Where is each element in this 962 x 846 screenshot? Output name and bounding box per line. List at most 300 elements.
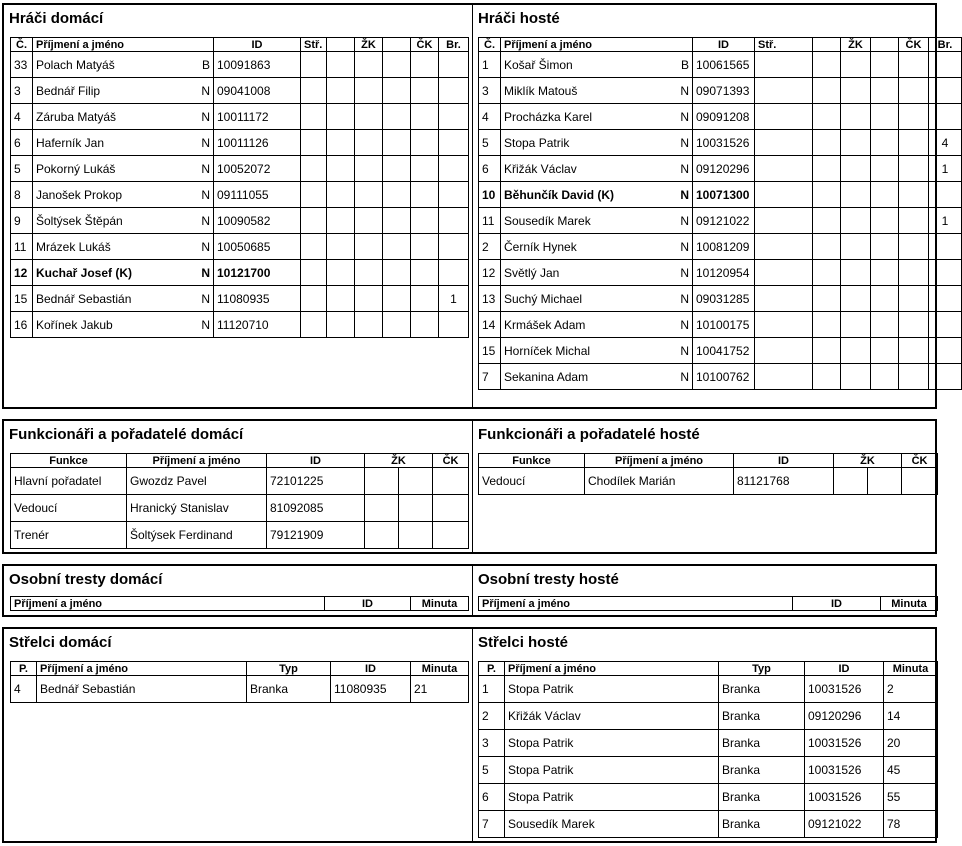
empty-cell <box>899 104 929 130</box>
player-name-cell <box>33 78 214 104</box>
empty-cell <box>899 260 929 286</box>
table-row <box>479 260 962 286</box>
players-home-body <box>11 52 469 338</box>
scorer-order: 7 <box>479 811 505 838</box>
empty-cell <box>755 208 813 234</box>
column-header: Minuta <box>411 597 469 611</box>
column-header: Příjmení a jméno <box>33 38 214 52</box>
empty-cell <box>841 52 871 78</box>
scorer-name: Sousedík Marek <box>505 811 719 838</box>
empty-cell <box>383 78 411 104</box>
players-away-title: Hráči hosté <box>478 10 560 27</box>
player-name-wrap <box>36 136 210 150</box>
empty-cell <box>301 104 327 130</box>
empty-cell <box>841 130 871 156</box>
player-id: 09121022 <box>693 208 755 234</box>
scorers-home-table <box>10 661 469 703</box>
player-name: Sekanina Adam <box>504 369 589 384</box>
empty-cell <box>399 495 433 522</box>
player-name-wrap <box>36 266 210 280</box>
empty-cell <box>841 156 871 182</box>
player-name-cell <box>501 130 693 156</box>
player-name-cell <box>501 260 693 286</box>
empty-cell <box>841 234 871 260</box>
player-id: 10100175 <box>693 312 755 338</box>
scorer-type: Branka <box>719 784 805 811</box>
player-name-wrap <box>36 110 210 124</box>
player-goals <box>929 286 962 312</box>
player-id: 10052072 <box>214 156 301 182</box>
player-number: 14 <box>479 312 501 338</box>
table-row <box>479 234 962 260</box>
empty-cell <box>383 312 411 338</box>
empty-cell <box>813 234 841 260</box>
empty-cell <box>355 104 383 130</box>
empty-cell <box>411 312 439 338</box>
empty-cell <box>813 182 841 208</box>
scorer-minute: 78 <box>884 811 938 838</box>
scorer-id: 10031526 <box>805 676 884 703</box>
scorer-name: Stopa Patrik <box>505 676 719 703</box>
empty-cell <box>755 338 813 364</box>
players-away-header <box>479 38 962 52</box>
player-role: N <box>201 109 210 124</box>
scorers-away-body <box>479 676 938 838</box>
scorer-minute: 14 <box>884 703 938 730</box>
penalties-home-title: Osobní tresty domácí <box>9 571 163 588</box>
player-role: N <box>680 369 689 384</box>
player-name-wrap <box>36 214 210 228</box>
player-name: Kořínek Jakub <box>36 317 113 332</box>
player-name-wrap <box>36 84 210 98</box>
empty-cell <box>383 260 411 286</box>
player-goals <box>439 52 469 78</box>
penalties-away-panel <box>472 566 935 615</box>
empty-cell <box>399 522 433 549</box>
empty-cell <box>355 208 383 234</box>
table-row <box>479 468 938 495</box>
player-name-wrap <box>504 370 689 384</box>
empty-cell <box>301 52 327 78</box>
empty-cell <box>301 78 327 104</box>
table-row <box>11 130 469 156</box>
column-header: Minuta <box>881 597 938 611</box>
table-row <box>479 130 962 156</box>
empty-cell <box>301 234 327 260</box>
player-role: B <box>201 57 210 72</box>
empty-cell <box>327 104 355 130</box>
empty-cell <box>411 182 439 208</box>
column-header: Minuta <box>884 662 938 676</box>
scorer-type: Branka <box>719 676 805 703</box>
empty-cell <box>813 52 841 78</box>
player-name-wrap <box>36 162 210 176</box>
scorers-away-table <box>478 661 938 838</box>
player-number: 8 <box>11 182 33 208</box>
empty-cell <box>899 182 929 208</box>
player-goals: 1 <box>929 208 962 234</box>
player-role: N <box>680 291 689 306</box>
column-header: P. <box>11 662 37 676</box>
table-row <box>479 364 962 390</box>
official-name: Hranický Stanislav <box>127 495 267 522</box>
table-row <box>479 312 962 338</box>
player-name-cell <box>33 260 214 286</box>
player-id: 10050685 <box>214 234 301 260</box>
officials-home-title: Funkcionáři a pořadatelé domácí <box>9 426 244 443</box>
scorer-type: Branka <box>247 676 331 703</box>
column-header: Funkce <box>479 454 585 468</box>
empty-cell <box>871 260 899 286</box>
empty-cell <box>813 130 841 156</box>
table-row <box>11 676 469 703</box>
official-id: 81121768 <box>734 468 834 495</box>
player-role: N <box>201 265 210 280</box>
empty-cell <box>899 208 929 234</box>
column-header: Č. <box>11 38 33 52</box>
official-function: Vedoucí <box>11 495 127 522</box>
player-role: N <box>680 187 689 202</box>
official-function: Vedoucí <box>479 468 585 495</box>
player-role: N <box>201 83 210 98</box>
table-row <box>479 784 938 811</box>
table-row <box>11 52 469 78</box>
officials-away-table <box>478 453 938 495</box>
player-name-cell <box>501 104 693 130</box>
empty-cell <box>841 78 871 104</box>
player-role: B <box>680 57 689 72</box>
empty-cell <box>301 182 327 208</box>
player-name: Stopa Patrik <box>504 135 570 150</box>
empty-cell <box>411 130 439 156</box>
player-id: 10120954 <box>693 260 755 286</box>
player-name-wrap <box>504 110 689 124</box>
player-id: 10041752 <box>693 338 755 364</box>
player-role: N <box>201 291 210 306</box>
player-number: 4 <box>479 104 501 130</box>
penalties-home-panel <box>4 566 472 615</box>
scorer-id: 09120296 <box>805 703 884 730</box>
empty-cell <box>411 208 439 234</box>
column-header: ID <box>805 662 884 676</box>
column-header: Br. <box>439 38 469 52</box>
scorers-away-header <box>479 662 938 676</box>
player-name-wrap <box>36 240 210 254</box>
table-row <box>479 156 962 182</box>
empty-cell <box>813 286 841 312</box>
empty-cell <box>755 156 813 182</box>
empty-cell <box>355 234 383 260</box>
table-row <box>11 312 469 338</box>
empty-cell <box>899 78 929 104</box>
empty-cell <box>383 130 411 156</box>
player-name: Suchý Michael <box>504 291 583 306</box>
table-row <box>11 522 469 549</box>
scorer-id: 11080935 <box>331 676 411 703</box>
officials-home-header <box>11 454 469 468</box>
table-row <box>11 286 469 312</box>
player-number: 5 <box>11 156 33 182</box>
table-row <box>479 703 938 730</box>
player-id: 10061565 <box>693 52 755 78</box>
empty-cell <box>841 104 871 130</box>
player-role: N <box>680 135 689 150</box>
table-row <box>11 468 469 495</box>
player-role: N <box>201 187 210 202</box>
scorer-name: Stopa Patrik <box>505 730 719 757</box>
table-row <box>479 676 938 703</box>
officials-home-body <box>11 468 469 549</box>
empty-cell <box>813 338 841 364</box>
officials-section <box>2 419 937 554</box>
player-name-wrap <box>504 136 689 150</box>
empty-cell <box>841 312 871 338</box>
players-home-title: Hráči domácí <box>9 10 104 27</box>
table-row <box>11 182 469 208</box>
player-name-cell <box>501 234 693 260</box>
empty-cell <box>813 312 841 338</box>
empty-cell <box>327 286 355 312</box>
player-role: N <box>680 343 689 358</box>
empty-cell <box>383 104 411 130</box>
player-number: 3 <box>11 78 33 104</box>
player-goals <box>439 78 469 104</box>
empty-cell <box>327 130 355 156</box>
scorer-order: 3 <box>479 730 505 757</box>
column-header: ŽK <box>834 454 902 468</box>
officials-away-body <box>479 468 938 495</box>
empty-cell <box>301 286 327 312</box>
officials-away-header <box>479 454 938 468</box>
scorer-minute: 2 <box>884 676 938 703</box>
official-function: Trenér <box>11 522 127 549</box>
player-goals <box>439 312 469 338</box>
empty-cell <box>411 52 439 78</box>
table-row <box>479 811 938 838</box>
empty-cell <box>411 234 439 260</box>
player-goals <box>439 156 469 182</box>
player-number: 33 <box>11 52 33 78</box>
players-home-header <box>11 38 469 52</box>
player-goals <box>439 208 469 234</box>
empty-cell <box>383 182 411 208</box>
scorer-minute: 21 <box>411 676 469 703</box>
empty-cell <box>327 312 355 338</box>
player-name: Pokorný Lukáš <box>36 161 116 176</box>
scorers-home-header <box>11 662 469 676</box>
empty-cell <box>871 78 899 104</box>
empty-cell <box>834 468 868 495</box>
empty-cell <box>813 156 841 182</box>
empty-cell <box>383 234 411 260</box>
player-goals <box>439 182 469 208</box>
player-id: 10011172 <box>214 104 301 130</box>
scorer-minute: 20 <box>884 730 938 757</box>
empty-cell <box>355 260 383 286</box>
official-name: Chodílek Marián <box>585 468 734 495</box>
table-row <box>479 182 962 208</box>
column-header: ID <box>331 662 411 676</box>
player-goals: 1 <box>439 286 469 312</box>
players-home-panel <box>4 5 472 407</box>
empty-cell <box>327 208 355 234</box>
scorer-order: 6 <box>479 784 505 811</box>
column-header: Typ <box>719 662 805 676</box>
empty-cell <box>871 234 899 260</box>
empty-cell <box>871 52 899 78</box>
empty-cell <box>411 156 439 182</box>
player-number: 3 <box>479 78 501 104</box>
player-number: 10 <box>479 182 501 208</box>
empty-cell <box>871 130 899 156</box>
player-name-wrap <box>504 318 689 332</box>
empty-cell <box>383 208 411 234</box>
table-row <box>479 104 962 130</box>
column-header: ID <box>793 597 881 611</box>
scorer-id: 09121022 <box>805 811 884 838</box>
player-goals <box>929 78 962 104</box>
empty-cell <box>871 338 899 364</box>
empty-cell <box>327 78 355 104</box>
empty-cell <box>755 52 813 78</box>
empty-cell <box>433 468 469 495</box>
scorer-type: Branka <box>719 757 805 784</box>
empty-cell <box>868 468 902 495</box>
penalties-away-header <box>479 597 938 611</box>
empty-cell <box>813 104 841 130</box>
player-name-cell <box>33 286 214 312</box>
empty-cell <box>813 208 841 234</box>
empty-cell <box>327 260 355 286</box>
penalties-away-title: Osobní tresty hosté <box>478 571 619 588</box>
empty-cell <box>327 156 355 182</box>
column-header: Příjmení a jméno <box>505 662 719 676</box>
scorers-section <box>2 627 937 843</box>
player-name-cell <box>33 208 214 234</box>
player-name: Janošek Prokop <box>36 187 123 202</box>
player-number: 5 <box>479 130 501 156</box>
table-row <box>479 208 962 234</box>
empty-cell <box>841 208 871 234</box>
scorer-type: Branka <box>719 730 805 757</box>
table-row <box>11 156 469 182</box>
player-id: 11120710 <box>214 312 301 338</box>
player-role: N <box>201 317 210 332</box>
player-number: 4 <box>11 104 33 130</box>
player-goals <box>439 130 469 156</box>
player-role: N <box>680 109 689 124</box>
player-name-cell <box>501 52 693 78</box>
player-name: Horníček Michal <box>504 343 591 358</box>
player-name: Černík Hynek <box>504 239 577 254</box>
scorers-home-panel <box>4 629 472 841</box>
player-role: N <box>680 239 689 254</box>
scorer-type: Branka <box>719 703 805 730</box>
empty-cell <box>755 130 813 156</box>
player-name: Krmášek Adam <box>504 317 586 332</box>
empty-cell <box>355 156 383 182</box>
player-name-cell <box>501 208 693 234</box>
empty-cell <box>355 52 383 78</box>
scorer-name: Stopa Patrik <box>505 784 719 811</box>
player-id: 10011126 <box>214 130 301 156</box>
column-header: ŽK <box>355 38 383 52</box>
player-name-wrap <box>504 214 689 228</box>
column-header: Příjmení a jméno <box>11 597 325 611</box>
official-function: Hlavní pořadatel <box>11 468 127 495</box>
player-id: 11080935 <box>214 286 301 312</box>
column-header: ČK <box>411 38 439 52</box>
table-row <box>11 234 469 260</box>
player-name: Polach Matyáš <box>36 57 115 72</box>
player-name-cell <box>501 78 693 104</box>
scorer-type: Branka <box>719 811 805 838</box>
table-row <box>11 104 469 130</box>
player-id: 10121700 <box>214 260 301 286</box>
table-row <box>479 730 938 757</box>
player-number: 9 <box>11 208 33 234</box>
empty-cell <box>755 312 813 338</box>
player-number: 1 <box>479 52 501 78</box>
player-id: 10071300 <box>693 182 755 208</box>
player-name-wrap <box>504 344 689 358</box>
player-name: Bednář Filip <box>36 83 101 98</box>
player-goals: 4 <box>929 130 962 156</box>
player-name-wrap <box>36 292 210 306</box>
scorer-order: 4 <box>11 676 37 703</box>
player-role: N <box>680 161 689 176</box>
player-name-wrap <box>504 266 689 280</box>
scorer-name: Bednář Sebastián <box>37 676 247 703</box>
player-name-cell <box>501 286 693 312</box>
player-name-cell <box>33 130 214 156</box>
player-name: Běhunčík David (K) <box>504 187 615 202</box>
player-id: 10100762 <box>693 364 755 390</box>
player-id: 09091208 <box>693 104 755 130</box>
player-name-cell <box>33 52 214 78</box>
empty-cell <box>871 182 899 208</box>
player-name-cell <box>33 156 214 182</box>
player-id: 09071393 <box>693 78 755 104</box>
empty-cell <box>355 130 383 156</box>
scorer-name: Stopa Patrik <box>505 757 719 784</box>
players-home-table <box>10 37 469 338</box>
player-goals <box>929 182 962 208</box>
empty-cell <box>871 364 899 390</box>
player-goals <box>439 260 469 286</box>
empty-cell <box>813 78 841 104</box>
empty-cell <box>355 78 383 104</box>
column-header: Příjmení a jméno <box>127 454 267 468</box>
empty-cell <box>433 522 469 549</box>
player-name-wrap <box>504 292 689 306</box>
empty-cell <box>902 468 938 495</box>
empty-cell <box>813 364 841 390</box>
player-name-wrap <box>36 58 210 72</box>
table-row <box>11 208 469 234</box>
officials-away-panel <box>472 421 935 552</box>
player-name-cell <box>33 104 214 130</box>
player-role: N <box>680 265 689 280</box>
column-header: ID <box>734 454 834 468</box>
player-name-wrap <box>504 58 689 72</box>
player-name: Sousedík Marek <box>504 213 591 228</box>
empty-cell <box>365 495 399 522</box>
table-row <box>479 52 962 78</box>
empty-cell <box>755 78 813 104</box>
player-role: N <box>680 213 689 228</box>
player-name: Procházka Karel <box>504 109 593 124</box>
